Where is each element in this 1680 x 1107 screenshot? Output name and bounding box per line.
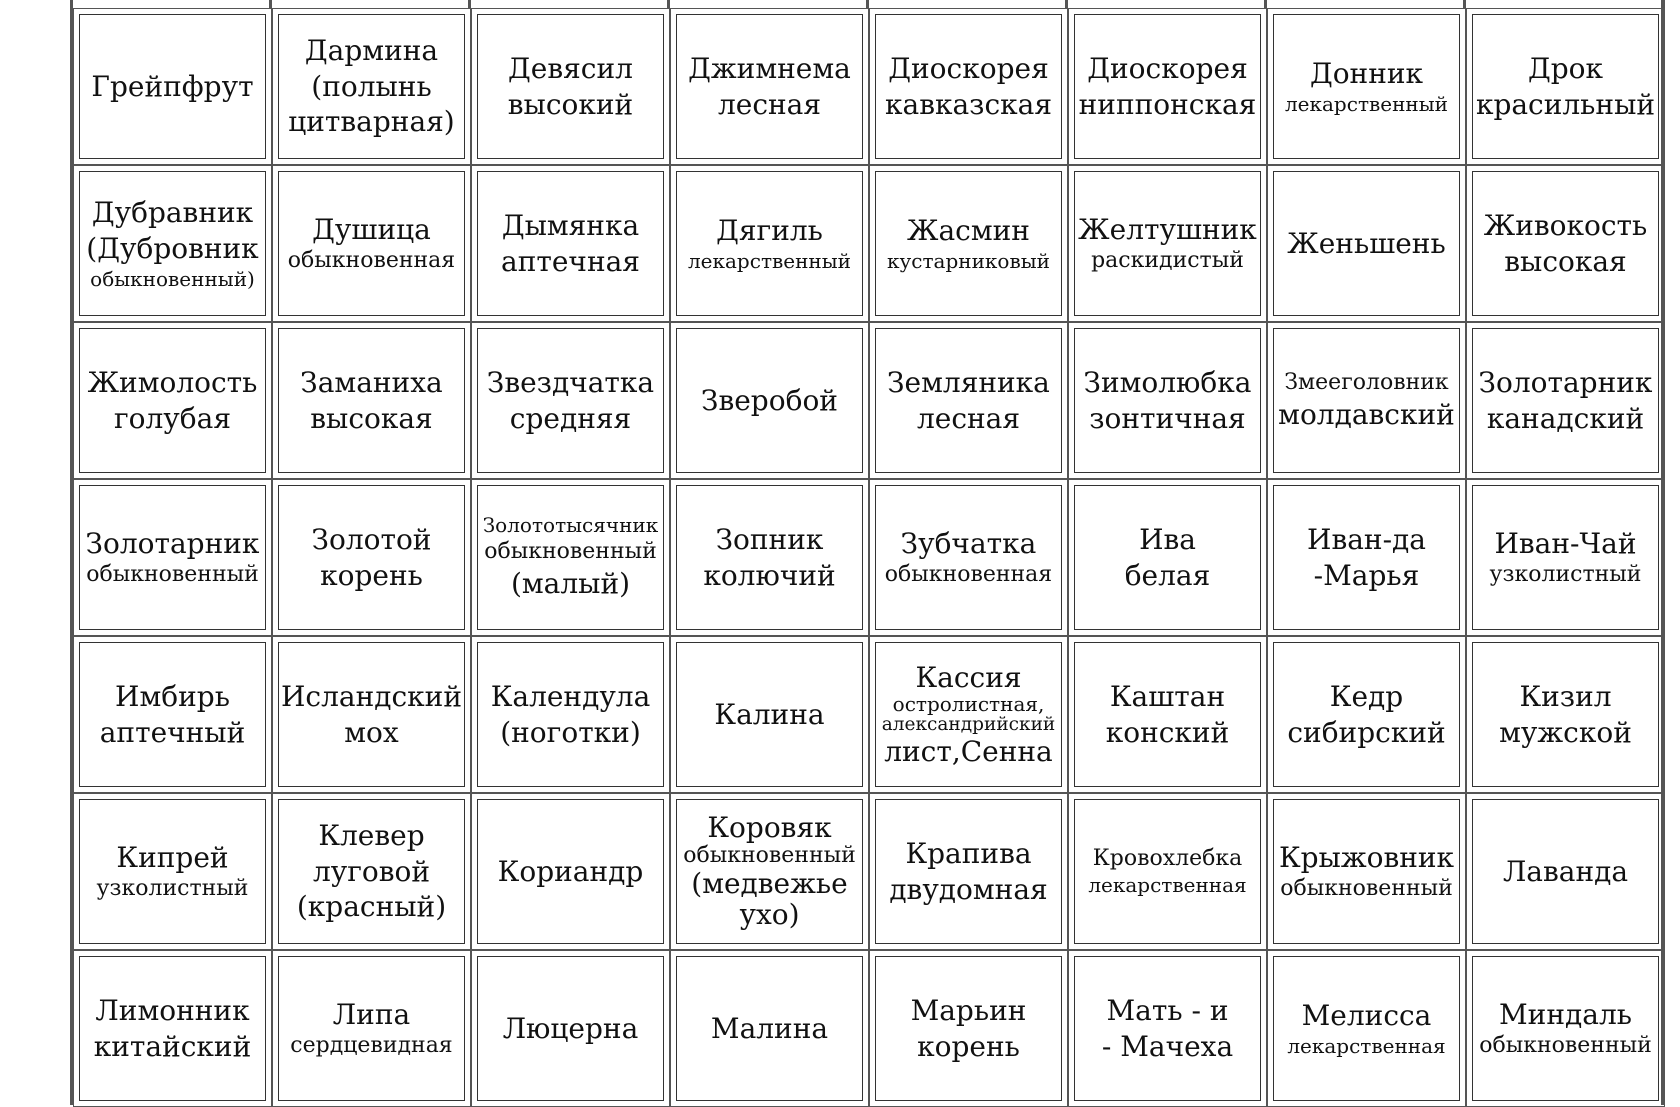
plant-name-line: Золотарник <box>85 526 260 560</box>
plant-card-grid <box>73 8 1661 1107</box>
grid-cell <box>1466 636 1665 793</box>
grid-cell <box>1267 793 1466 950</box>
plant-name-line: Жасмин <box>907 213 1030 247</box>
plant-name-line: (малый) <box>510 567 631 601</box>
grid-cell <box>869 322 1068 479</box>
plant-card <box>1074 799 1261 944</box>
plant-name-line: корень <box>320 558 423 592</box>
plant-card <box>1074 171 1261 316</box>
grid-cell <box>1068 165 1267 322</box>
plant-name-line: мох <box>344 715 399 749</box>
plant-name-line: колючий <box>703 558 836 592</box>
grid-cell <box>1267 165 1466 322</box>
grid-cell <box>272 950 471 1107</box>
grid-cell <box>73 479 272 636</box>
plant-name-line: Зопник <box>715 522 824 556</box>
plant-name-line: Диоскорея <box>888 51 1049 85</box>
grid-cell <box>1466 479 1665 636</box>
plant-card <box>79 328 266 473</box>
grid-cell <box>1466 793 1665 950</box>
grid-cell <box>471 322 670 479</box>
grid-cell <box>869 479 1068 636</box>
plant-name-line: Кизил <box>1519 679 1612 713</box>
grid-cell <box>1466 165 1665 322</box>
plant-name-line: Люцерна <box>502 1011 639 1045</box>
plant-name-line: Кассия <box>915 660 1022 694</box>
grid-cell <box>272 165 471 322</box>
plant-name-line: Малина <box>710 1011 829 1045</box>
plant-card <box>1472 328 1659 473</box>
plant-name-line: лист,Сенна <box>884 735 1053 769</box>
plant-card <box>477 14 664 159</box>
plant-name-line: Календула <box>490 679 651 713</box>
plant-name-line: Золотарник <box>1478 365 1653 399</box>
grid-cell <box>272 793 471 950</box>
plant-card <box>676 956 863 1101</box>
plant-card <box>676 328 863 473</box>
grid-cell <box>869 636 1068 793</box>
grid-cell <box>1068 8 1267 165</box>
plant-name-line: Клевер <box>318 818 425 852</box>
plant-name-line: Кедр <box>1329 679 1404 713</box>
plant-name-line: Живокость <box>1483 208 1648 242</box>
plant-name-line: Золотой <box>311 522 432 556</box>
plant-name-line: лесная <box>916 401 1021 435</box>
plant-name-line: Дубравник <box>91 195 254 229</box>
plant-card <box>1472 14 1659 159</box>
plant-card <box>79 171 266 316</box>
grid-cell <box>1267 479 1466 636</box>
plant-name-line: голубая <box>113 401 231 435</box>
plant-name-line: корень <box>917 1029 1020 1063</box>
plant-name-line: высокий <box>507 87 634 121</box>
plant-name-line: Миндаль <box>1499 997 1632 1031</box>
plant-card <box>1074 642 1261 787</box>
plant-name-line: узколистный <box>1489 562 1642 588</box>
plant-name-line: обыкновенный <box>1479 1033 1652 1059</box>
plant-name-line: лекарственная <box>1088 872 1247 897</box>
plant-name-line: Диоскорея <box>1087 51 1248 85</box>
plant-name-line: высокая <box>1504 244 1627 278</box>
plant-card <box>1273 485 1460 630</box>
grid-cell <box>471 950 670 1107</box>
plant-card <box>676 485 863 630</box>
grid-cell <box>670 479 869 636</box>
plant-name-line: Зверобой <box>701 383 838 417</box>
plant-name-line: Липа <box>332 997 411 1031</box>
plant-name-line: обыкновенный <box>683 842 856 868</box>
grid-cell <box>1466 950 1665 1107</box>
plant-name-line: сибирский <box>1287 715 1446 749</box>
grid-cell <box>73 636 272 793</box>
plant-name-line: Крыжовник <box>1278 840 1455 874</box>
plant-card <box>278 485 465 630</box>
plant-card <box>79 642 266 787</box>
grid-cell <box>869 8 1068 165</box>
grid-cell <box>73 793 272 950</box>
plant-name-line: александрийский <box>881 714 1056 736</box>
plant-card <box>79 485 266 630</box>
grid-cell <box>471 479 670 636</box>
plant-name-line: Золототысячник <box>482 512 659 537</box>
grid-cell <box>272 636 471 793</box>
plant-card <box>676 642 863 787</box>
plant-name-line: -Марья <box>1313 558 1420 592</box>
plant-name-line: Лаванда <box>1502 854 1629 888</box>
grid-cell <box>670 950 869 1107</box>
plant-name-line: (полынь <box>311 69 432 103</box>
plant-card <box>79 14 266 159</box>
grid-cell <box>471 8 670 165</box>
plant-name-line: Исландский <box>281 679 462 713</box>
grid-cell <box>1466 322 1665 479</box>
plant-name-line: Дармина <box>304 33 439 67</box>
plant-name-line: Марьин <box>910 993 1027 1027</box>
plant-card <box>1074 328 1261 473</box>
plant-name-line: Дягиль <box>716 213 823 247</box>
grid-cell <box>670 636 869 793</box>
grid-cell <box>1068 950 1267 1107</box>
plant-name-line: Имбирь <box>115 679 230 713</box>
plant-name-line: Дымянка <box>501 208 640 242</box>
plant-name-line: (медвежье <box>691 867 848 901</box>
plant-name-line: Крапива <box>905 836 1032 870</box>
plant-name-line: Жимолость <box>87 365 258 399</box>
plant-name-line: обыкновенный) <box>90 266 255 291</box>
plant-name-line: кавказская <box>885 87 1052 121</box>
grid-cell <box>1068 479 1267 636</box>
plant-name-line: белая <box>1124 558 1211 592</box>
plant-name-line: обыкновенный <box>1280 876 1453 902</box>
plant-name-line: раскидистый <box>1091 248 1244 274</box>
grid-cell <box>272 322 471 479</box>
grid-cell <box>1267 322 1466 479</box>
plant-name-line: Мать - и <box>1106 993 1229 1027</box>
plant-name-line: Кориандр <box>497 854 644 888</box>
plant-card <box>676 799 863 944</box>
plant-name-line: Грейпфрут <box>91 69 254 103</box>
plant-name-line: Каштан <box>1109 679 1226 713</box>
plant-card <box>278 328 465 473</box>
plant-card <box>875 485 1062 630</box>
plant-name-line: - Мачеха <box>1101 1029 1234 1063</box>
plant-name-line: Иван-да <box>1307 522 1426 556</box>
grid-cell <box>73 950 272 1107</box>
plant-card <box>1273 956 1460 1101</box>
grid-cell <box>73 165 272 322</box>
plant-name-line: Коровяк <box>707 811 832 845</box>
plant-name-line: Иван-Чай <box>1494 526 1637 560</box>
plant-card <box>1472 642 1659 787</box>
plant-card <box>875 171 1062 316</box>
plant-card <box>1273 171 1460 316</box>
plant-card <box>875 642 1062 787</box>
plant-name-line: узколистный <box>96 876 249 902</box>
plant-name-line: лекарственный <box>1284 91 1449 116</box>
plant-card <box>477 328 664 473</box>
plant-name-line: обыкновенная <box>884 562 1053 588</box>
plant-name-line: ухо) <box>739 898 800 932</box>
plant-card <box>1472 485 1659 630</box>
plant-card <box>875 799 1062 944</box>
grid-cell <box>73 322 272 479</box>
grid-cell <box>1267 636 1466 793</box>
plant-name-line: Девясил <box>508 51 633 85</box>
plant-card <box>1472 171 1659 316</box>
grid-cell <box>471 165 670 322</box>
grid-cell <box>1267 8 1466 165</box>
plant-card <box>477 485 664 630</box>
plant-card <box>676 14 863 159</box>
grid-cell <box>670 322 869 479</box>
plant-card <box>79 799 266 944</box>
grid-cell <box>869 950 1068 1107</box>
plant-card <box>875 328 1062 473</box>
grid-cell <box>869 793 1068 950</box>
plant-name-line: обыкновенный <box>86 562 259 588</box>
plant-name-line: остролистная, <box>892 691 1045 716</box>
plant-name-line: Женьшень <box>1287 226 1446 260</box>
plant-name-line: молдавский <box>1278 397 1455 431</box>
plant-card <box>1074 956 1261 1101</box>
plant-card <box>875 14 1062 159</box>
plant-name-line: Зубчатка <box>900 526 1037 560</box>
plant-name-line: Змееголовник <box>1284 369 1449 395</box>
grid-cell <box>869 165 1068 322</box>
plant-card <box>278 14 465 159</box>
plant-name-line: обыкновенная <box>287 248 456 274</box>
plant-name-line: Калина <box>714 697 825 731</box>
plant-name-line: Звездчатка <box>486 365 655 399</box>
plant-name-line: кустарниковый <box>887 248 1050 273</box>
plant-name-line: Земляника <box>887 365 1050 399</box>
plant-name-line: Лимонник <box>95 993 250 1027</box>
plant-card <box>1472 799 1659 944</box>
grid-cell <box>1267 950 1466 1107</box>
plant-name-line: высокая <box>310 401 433 435</box>
grid-cell <box>272 8 471 165</box>
plant-name-line: Желтушник <box>1078 212 1257 246</box>
plant-name-line: обыкновенный <box>484 539 657 565</box>
plant-name-line: Джимнема <box>688 51 851 85</box>
grid-cell <box>670 165 869 322</box>
plant-card <box>477 956 664 1101</box>
plant-name-line: аптечный <box>99 715 246 749</box>
plant-name-line: канадский <box>1486 401 1645 435</box>
grid-cell <box>1466 8 1665 165</box>
plant-name-line: ниппонская <box>1078 87 1257 121</box>
plant-card <box>1472 956 1659 1101</box>
plant-card <box>1273 799 1460 944</box>
plant-name-line: Душица <box>312 212 431 246</box>
plant-name-line: мужской <box>1499 715 1632 749</box>
plant-name-line: Кровохлебка <box>1092 845 1243 871</box>
card-sheet <box>70 0 1664 1105</box>
grid-cell <box>272 479 471 636</box>
plant-card <box>79 956 266 1101</box>
plant-name-line: (Дубровник <box>86 231 259 265</box>
plant-name-line: Зимолюбка <box>1083 365 1252 399</box>
grid-cell <box>670 793 869 950</box>
plant-card <box>477 171 664 316</box>
grid-cell <box>1068 793 1267 950</box>
previous-row-edge <box>73 0 1661 8</box>
plant-name-line: конский <box>1105 715 1230 749</box>
plant-name-line: Донник <box>1309 56 1424 90</box>
plant-name-line: двудомная <box>889 872 1048 906</box>
plant-card <box>278 799 465 944</box>
plant-name-line: красильный <box>1475 87 1656 121</box>
plant-name-line: (ноготки) <box>500 715 641 749</box>
grid-cell <box>1068 322 1267 479</box>
plant-name-line: китайский <box>93 1029 252 1063</box>
plant-card <box>1074 485 1261 630</box>
plant-name-line: средняя <box>509 401 632 435</box>
plant-name-line: цитварная) <box>288 105 455 139</box>
plant-card <box>875 956 1062 1101</box>
plant-card <box>1074 14 1261 159</box>
plant-card <box>477 642 664 787</box>
plant-name-line: Ива <box>1139 522 1196 556</box>
plant-name-line: лекарственный <box>687 248 852 273</box>
plant-card <box>1273 642 1460 787</box>
plant-card <box>1273 14 1460 159</box>
grid-cell <box>670 8 869 165</box>
plant-name-line: Заманиха <box>300 365 443 399</box>
plant-name-line: (красный) <box>296 890 447 924</box>
plant-name-line: лесная <box>717 87 822 121</box>
plant-name-line: Кипрей <box>116 840 229 874</box>
plant-card <box>278 642 465 787</box>
plant-name-line: луговой <box>312 854 431 888</box>
plant-name-line: аптечная <box>501 244 640 278</box>
plant-name-line: Мелисса <box>1301 998 1432 1032</box>
plant-name-line: сердцевидная <box>290 1033 453 1059</box>
grid-cell <box>471 793 670 950</box>
plant-card <box>676 171 863 316</box>
plant-card <box>278 171 465 316</box>
grid-cell <box>73 8 272 165</box>
plant-name-line: зонтичная <box>1089 401 1246 435</box>
grid-cell <box>471 636 670 793</box>
plant-card <box>1273 328 1460 473</box>
plant-name-line: Дрок <box>1527 51 1604 85</box>
grid-cell <box>1068 636 1267 793</box>
plant-card <box>278 956 465 1101</box>
plant-card <box>477 799 664 944</box>
plant-name-line: лекарственная <box>1287 1033 1446 1058</box>
